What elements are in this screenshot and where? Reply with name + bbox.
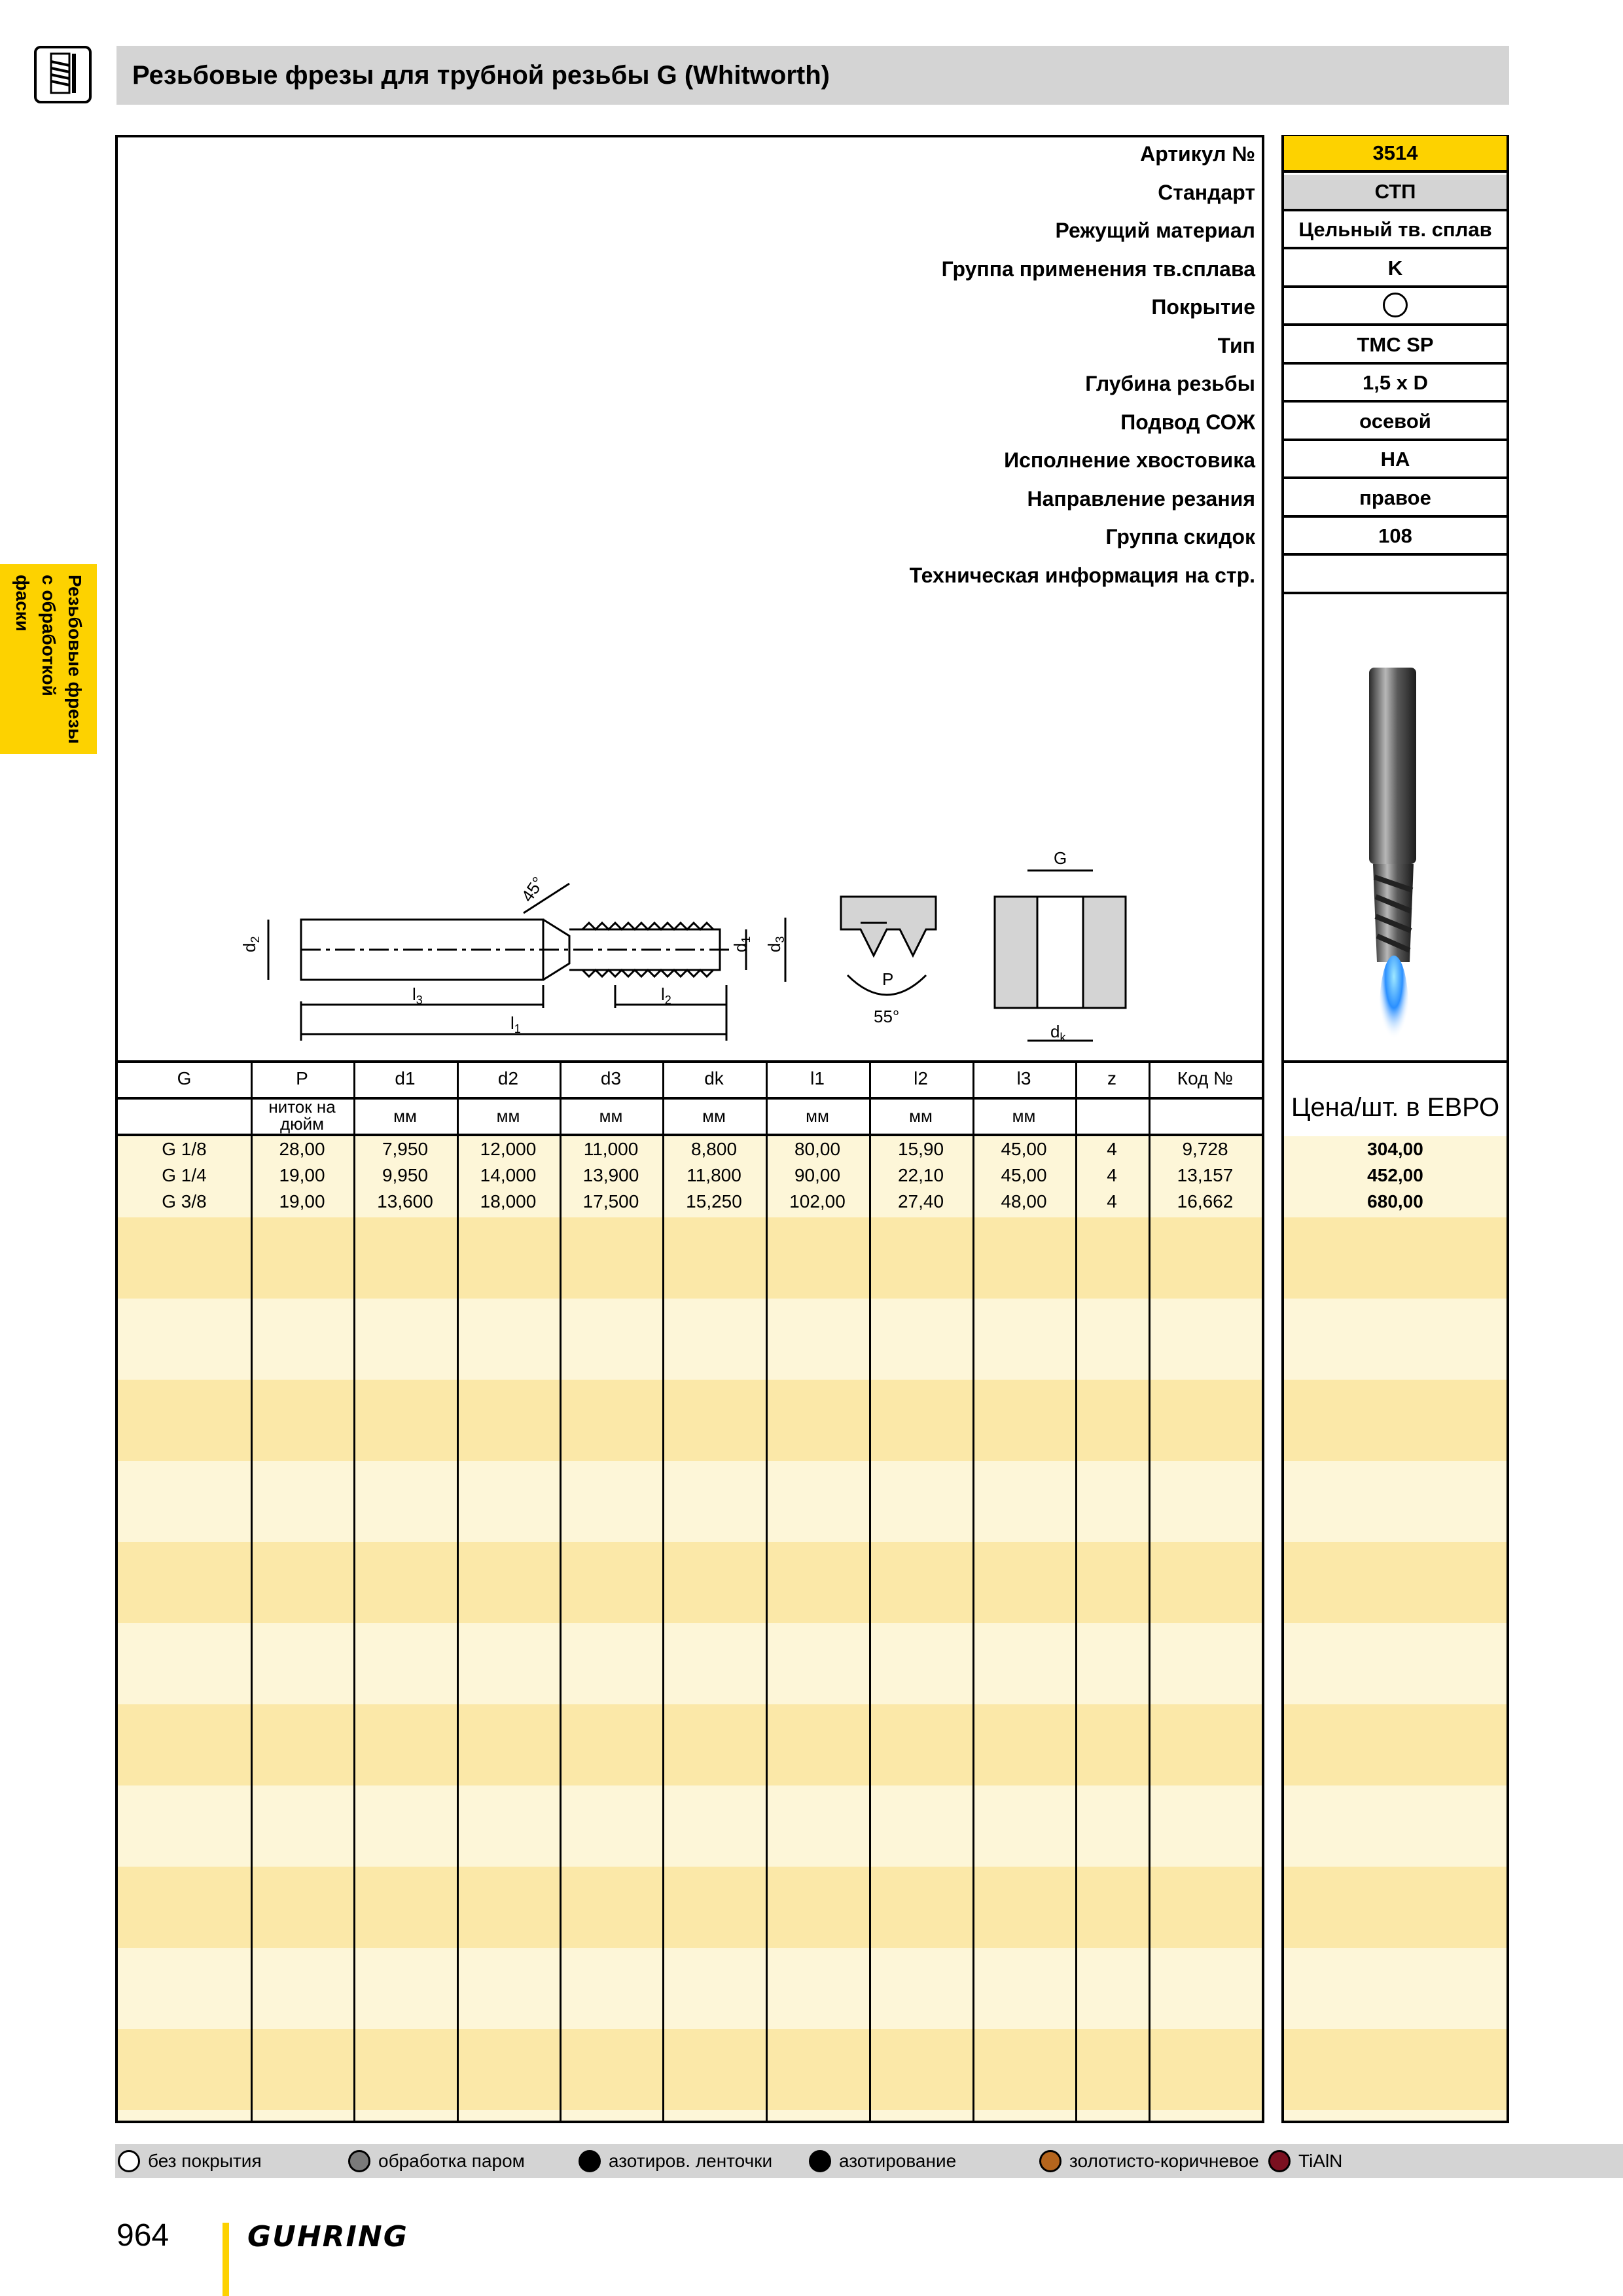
label-l2: $l_2$ [661, 984, 671, 1007]
table-rule [118, 1060, 1262, 1063]
price-cell: 452,00 [1367, 1165, 1423, 1185]
spec-label: Стандарт [1158, 180, 1255, 204]
table-stripe [1284, 1217, 1507, 1299]
spec-label: Покрытие [1151, 295, 1255, 319]
table-stripe [1284, 1867, 1507, 1948]
table-stripe [118, 1299, 1262, 1380]
column-header: G [177, 1068, 192, 1088]
table-cell: 4 [1107, 1139, 1117, 1159]
legend-label: TiAlN [1298, 2151, 1343, 2171]
table-cell: 11,000 [583, 1139, 639, 1159]
table-cell: 45,00 [1001, 1139, 1047, 1159]
label-dk: $d_k$ [1050, 1022, 1066, 1044]
table-column-rule [457, 1060, 459, 2121]
table-stripe [118, 1623, 1262, 1704]
column-unit: мм [1012, 1106, 1036, 1126]
table-cell: 9,728 [1182, 1139, 1228, 1159]
table-cell: 27,40 [897, 1191, 944, 1211]
legend-item [118, 2144, 262, 2178]
spec-value: K [1284, 251, 1507, 288]
table-column-rule [1075, 1060, 1077, 2121]
column-unit: мм [496, 1106, 520, 1126]
label-chamfer-angle: 45° [517, 873, 548, 906]
legend-label: азотирование [839, 2151, 957, 2171]
spec-value: 1,5 x D [1284, 366, 1507, 403]
table-column-rule [662, 1060, 664, 2121]
spec-label: Техническая информация на стр. [909, 563, 1255, 587]
coating-swatch-icon [118, 2150, 140, 2172]
label-d2: $d_2$ [240, 936, 262, 952]
column-header: P [296, 1068, 308, 1088]
legend-item [1268, 2144, 1342, 2178]
legend-item [579, 2144, 772, 2178]
side-tab-line-1: Резьбовые фрезы [65, 574, 85, 744]
spec-value: осевой [1284, 404, 1507, 441]
table-stripe [1284, 2029, 1507, 2110]
spec-value: 108 [1284, 519, 1507, 556]
footer-accent-rule [223, 2223, 229, 2296]
coating-swatch-icon [1268, 2150, 1291, 2172]
table-stripe [118, 2110, 1262, 2121]
table-cell: 90,00 [794, 1165, 841, 1185]
table-cell: 14,000 [480, 1165, 537, 1185]
table-column-rule [869, 1060, 871, 2121]
column-unit: мм [599, 1106, 623, 1126]
table-cell: G 1/8 [162, 1139, 207, 1159]
price-header: Цена/шт. в ЕВРО [1291, 1093, 1500, 1122]
column-header: l2 [914, 1068, 928, 1088]
table-cell: 11,800 [687, 1165, 741, 1185]
table-stripe [118, 1217, 1262, 1299]
spec-label: Тип [1217, 333, 1255, 357]
column-unit: мм [806, 1106, 829, 1126]
label-pitch: P [882, 969, 894, 989]
table-stripe [1284, 1380, 1507, 1461]
legend-label: обработка паром [378, 2151, 525, 2171]
table-stripe [118, 1380, 1262, 1461]
column-header: z [1107, 1068, 1116, 1088]
table-cell: 16,662 [1177, 1191, 1234, 1211]
brand-logo: GUHRING [247, 2220, 408, 2253]
label-g: G [1054, 848, 1067, 868]
side-chapter-tab[interactable] [0, 564, 97, 754]
column-header: l1 [810, 1068, 825, 1088]
nut-section-drawing [995, 870, 1126, 1041]
table-cell: 4 [1107, 1165, 1117, 1185]
spec-label: Группа скидок [1105, 525, 1255, 548]
table-cell: 13,900 [582, 1165, 639, 1185]
column-unit: мм [909, 1106, 933, 1126]
table-stripe [1284, 1948, 1507, 2029]
column-header: d3 [600, 1068, 622, 1088]
product-photo [1342, 655, 1459, 1060]
legend-item [348, 2144, 525, 2178]
spec-value [1284, 558, 1507, 594]
column-unit: мм [702, 1106, 726, 1126]
table-stripe [118, 1948, 1262, 2029]
table-cell: 13,600 [377, 1191, 433, 1211]
page-title: Резьбовые фрезы для трубной резьбы G (Whitworth) [132, 61, 830, 90]
table-rule [1284, 1060, 1507, 1063]
coating-swatch-icon [809, 2150, 831, 2172]
label-d1: $d_1$ [730, 936, 753, 952]
table-cell: 9,950 [382, 1165, 429, 1185]
table-cell: 15,90 [897, 1139, 944, 1159]
table-cell: 22,10 [897, 1165, 944, 1185]
cutter-drawing [268, 884, 785, 1041]
column-unit: ниток на дюйм [268, 1097, 336, 1134]
table-column-rule [972, 1060, 974, 2121]
table-stripe [1284, 2110, 1507, 2121]
technical-drawing [242, 844, 1145, 1060]
table-stripe [1284, 1623, 1507, 1704]
table-stripe [1284, 1299, 1507, 1380]
table-cell: 15,250 [686, 1191, 742, 1211]
column-header: d2 [497, 1068, 519, 1088]
table-cell: 8,800 [690, 1139, 738, 1159]
thread-mill-category-icon [34, 46, 92, 103]
column-header: dk [704, 1068, 724, 1088]
table-column-rule [1149, 1060, 1150, 2121]
no-coating-icon [1383, 293, 1408, 317]
table-cell: 18,000 [480, 1191, 537, 1211]
table-cell: 12,000 [480, 1139, 537, 1159]
table-cell: 28,00 [279, 1139, 325, 1159]
table-column-rule [766, 1060, 768, 2121]
table-cell: 4 [1107, 1191, 1117, 1211]
legend-label: золотисто-коричневое [1069, 2151, 1259, 2171]
label-l1: $l_1$ [510, 1013, 521, 1035]
price-cell: 304,00 [1367, 1139, 1423, 1159]
table-cell: G 1/4 [162, 1165, 207, 1185]
coating-swatch-icon [1039, 2150, 1061, 2172]
coating-swatch-icon [579, 2150, 601, 2172]
spec-label: Артикул № [1140, 142, 1255, 166]
spec-label: Подвод СОЖ [1120, 410, 1255, 434]
label-d3: $d_3$ [764, 936, 787, 952]
label-l3: $l_3$ [412, 984, 423, 1007]
spec-value: HA [1284, 442, 1507, 479]
column-header: Код № [1177, 1068, 1234, 1088]
table-stripe [118, 1704, 1262, 1785]
table-stripe [118, 1785, 1262, 1867]
table-stripe [118, 1461, 1262, 1542]
spec-value: СТП [1284, 175, 1507, 211]
spec-label: Группа применения тв.сплава [941, 257, 1255, 281]
table-cell: 80,00 [794, 1139, 841, 1159]
column-header: l3 [1016, 1068, 1031, 1088]
legend-item [809, 2144, 956, 2178]
spec-label: Режущий материал [1055, 219, 1255, 242]
page-number: 964 [116, 2218, 169, 2253]
table-stripe [1284, 1461, 1507, 1542]
legend-label: азотиров. ленточки [609, 2151, 773, 2171]
table-cell: 17,500 [582, 1191, 639, 1211]
spec-value: правое [1284, 481, 1507, 518]
spec-value [1284, 289, 1507, 326]
table-stripe [118, 1542, 1262, 1623]
spec-label: Исполнение хвостовика [1004, 448, 1255, 472]
table-cell: G 3/8 [162, 1191, 207, 1211]
spec-value: 3514 [1284, 136, 1507, 173]
table-cell: 13,157 [1177, 1165, 1234, 1185]
table-column-rule [560, 1060, 562, 2121]
legend-item [1039, 2144, 1259, 2178]
price-cell: 680,00 [1367, 1191, 1423, 1211]
legend-label: без покрытия [148, 2151, 262, 2171]
coating-swatch-icon [348, 2150, 370, 2172]
table-cell: 48,00 [1001, 1191, 1047, 1211]
table-column-rule [353, 1060, 355, 2121]
table-cell: 19,00 [279, 1191, 325, 1211]
table-stripe [118, 2029, 1262, 2110]
table-cell: 45,00 [1001, 1165, 1047, 1185]
label-profile-angle: 55° [874, 1007, 900, 1026]
spec-label: Глубина резьбы [1085, 372, 1255, 395]
table-cell: 7,950 [382, 1139, 429, 1159]
spec-label: Направление резания [1027, 486, 1255, 511]
column-unit: мм [393, 1106, 417, 1126]
table-stripe [1284, 1785, 1507, 1867]
column-header: d1 [395, 1068, 416, 1088]
side-tab-line-2: с обработкой [39, 574, 59, 696]
table-stripe [118, 1867, 1262, 1948]
table-column-rule [251, 1060, 253, 2121]
spec-value: TMC SP [1284, 328, 1507, 365]
spec-value: Цельный тв. сплав [1284, 213, 1507, 249]
table-cell: 102,00 [789, 1191, 846, 1211]
table-stripe [1284, 1542, 1507, 1623]
table-cell: 19,00 [279, 1165, 325, 1185]
table-stripe [1284, 1704, 1507, 1785]
side-tab-line-3: фаски [12, 574, 33, 632]
